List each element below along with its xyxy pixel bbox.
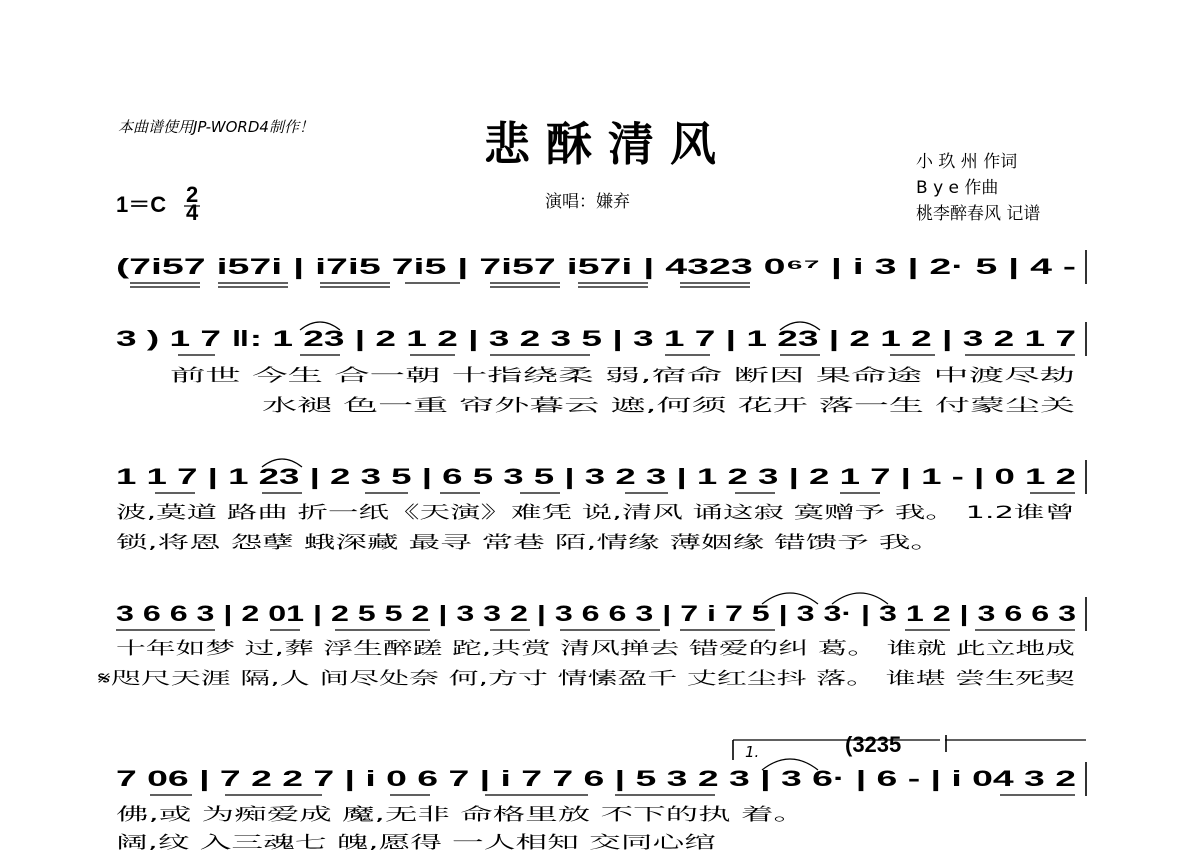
system-5-notes: 7 06 | 7 2 2 7 | i 0 6 7 | i 7 7 6 | 5 3 2 3 | 3 6· | 6 - | i 04 3 2: [116, 766, 1076, 791]
system-2-notes: 3 ) 1 7 ‖: 1 23 | 2 1 2 | 3 2 3 5 | 3 1 7 | 1 23 | 2 1 2 | 3 2 1 7: [116, 326, 1076, 351]
system-5-lyrics-2: 阔,纹 入三魂七 魄,愿得 一人相知 交同心绾: [116, 833, 716, 850]
system-2-lyrics-1: 前世 今生 合一朝 十指绕柔 弱,宿命 断因 果命途 中渡尽劫: [170, 366, 1075, 386]
system-1: [116, 250, 1086, 287]
grace-notes: (3235: [845, 732, 902, 757]
time-signature-bottom: 4: [186, 200, 199, 225]
credit-transcriber: 桃李醉春风 记谱: [916, 204, 1041, 224]
software-note: 本曲谱使用JP-WORD4制作！: [118, 118, 314, 136]
song-title: 悲 酥 清 风: [483, 117, 717, 171]
system-3-lyrics-1: 波,莫道 路曲 折一纸《天演》难凭 说,清风 诵这寂 寞赠予 我。 1.2谁曾: [116, 503, 1075, 523]
system-3-notes: 1 1 7 | 1 23 | 2 3 5 | 6 5 3 5 | 3 2 3 | 1 2 3 | 2 1 7 | 1 - | 0 1 2: [116, 464, 1076, 489]
system-5-lyrics-1: 佛,或 为痴爱成 魔,无非 命格里放 不下的执 着。: [116, 805, 806, 825]
system-4-notes: 3 6 6 3 | 2 01 | 2 5 5 2 | 3 3 2 | 3 6 6 3 | 7 i 7 5 | 3 3· | 3 1 2 | 3 6 6 3: [116, 601, 1076, 626]
system-4-lyrics-1: 十年如梦 过,葬 浮生醉蹉 跎,共赏 清风掸去 错爱的纠 葛。 谁就 此立地成: [116, 639, 664, 659]
system-5: [116, 732, 1086, 850]
system-2: [116, 322, 1086, 416]
key-signature: 1＝C: [116, 192, 167, 217]
system-4-lyrics-2: 𝄋咫尺天涯 隔,人 间尽处奈 何,方寸 情愫盈千 丈红尘抖 落。 谁堪 尝生死契: [98, 669, 653, 689]
time-signature-top: 2: [186, 182, 199, 207]
system-3-lyrics-2: 锁,将恩 怨孽 蛾深藏 最寻 常巷 陌,情缘 薄姻缘 错馈予 我。: [116, 533, 562, 553]
singer: 演唱：嫌弃: [545, 192, 630, 212]
system-3: [116, 459, 1086, 553]
system-1-notes: (7i57 i57i | i7i5 7i5 | 7i57 i57i | 4323 0⁶⁷ | i 3 | 2· 5 | 4 -: [116, 254, 1076, 279]
credit-composer: B y e 作曲: [916, 178, 999, 198]
system-2-lyrics-2: 水褪 色一重 帘外暮云 遮,何须 花开 落一生 付蒙尘关: [262, 396, 1075, 416]
credit-lyricist: 小 玖 州 作词: [916, 152, 1018, 172]
volta-first-ending: 1.: [745, 743, 760, 761]
system-4: [98, 593, 1086, 689]
